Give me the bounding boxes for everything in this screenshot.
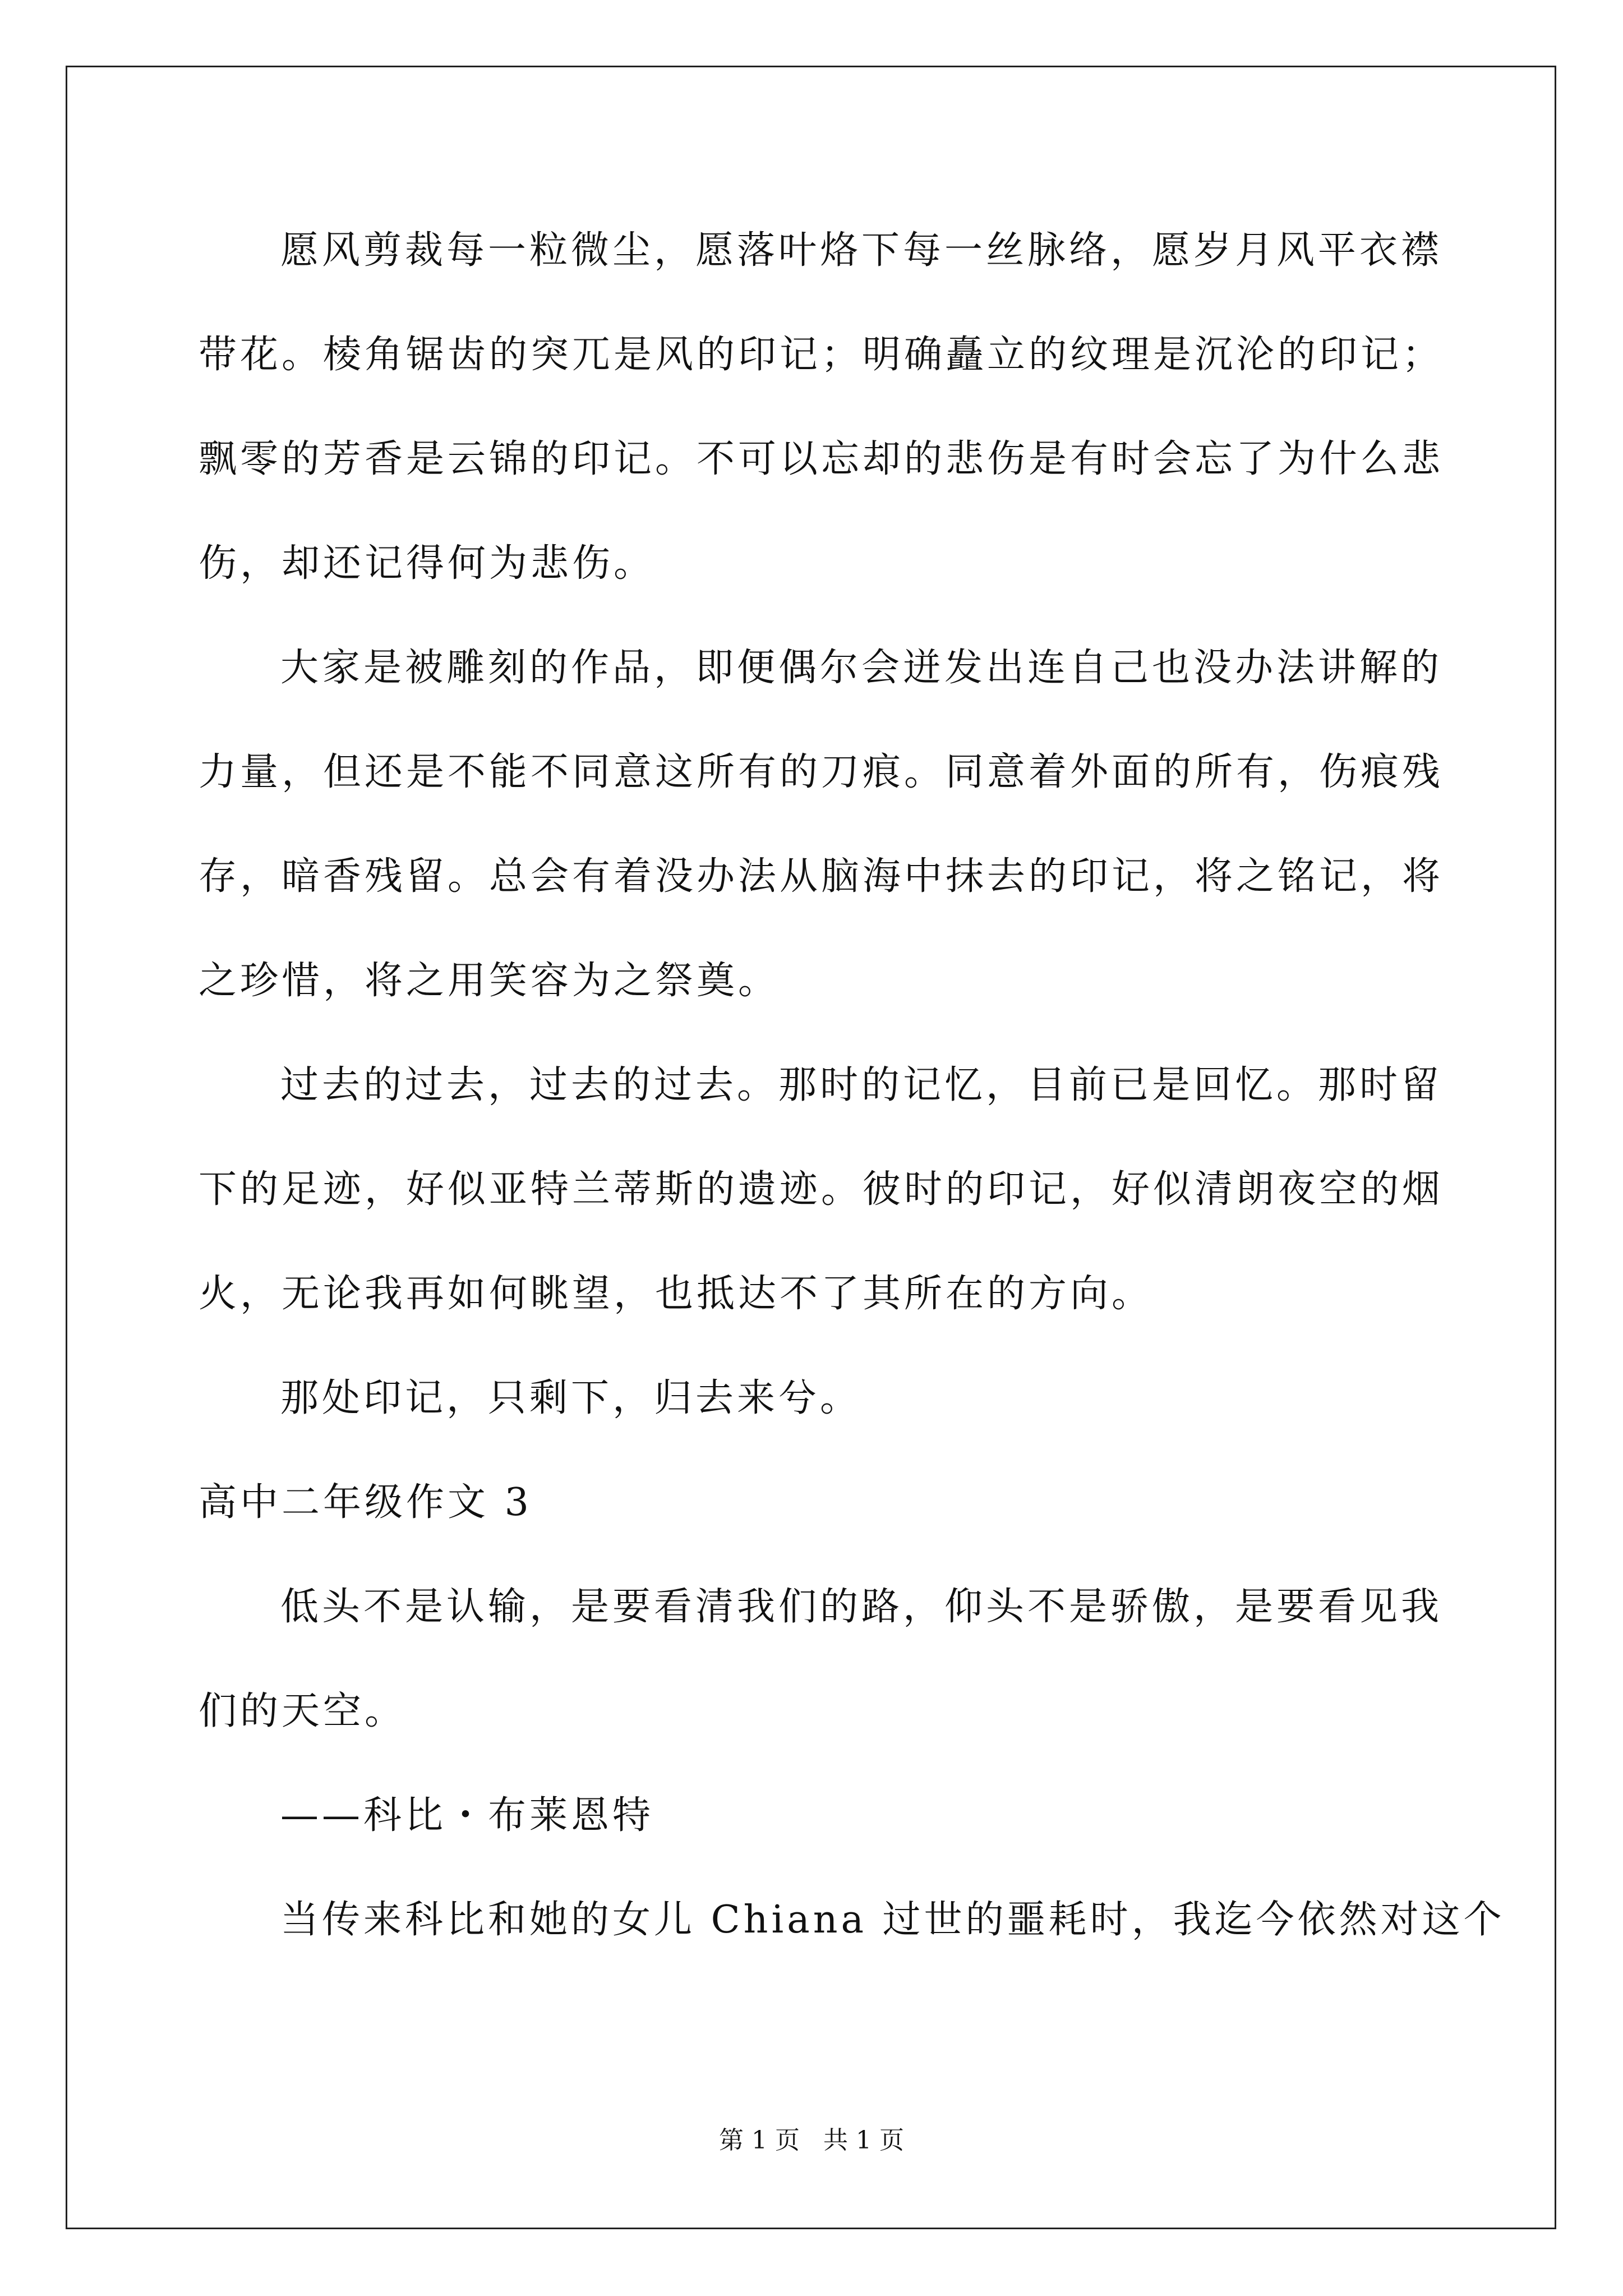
text-line: 存，暗香残留。总会有着没办法从脑海中抹去的印记，将之铭记，将 <box>199 854 1444 899</box>
section-heading: 高中二年级作文 3 <box>199 1480 532 1525</box>
text-line: 下的足迹，好似亚特兰蒂斯的遗迹。彼时的印记，好似清朗夜空的烟 <box>199 1167 1444 1212</box>
text-line: 带花。棱角锯齿的突兀是风的印记；明确矗立的纹理是沉沦的印记； <box>199 333 1444 377</box>
text-line: 火，无论我再如何眺望，也抵达不了其所在的方向。 <box>199 1272 1154 1316</box>
text-line: 当传来科比和她的女儿 Chiana 过世的噩耗时，我迄今依然对这个 <box>280 1898 1505 1942</box>
page-footer: 第 1 页 共 1 页 <box>719 2126 904 2155</box>
quote-attribution: ——科比・布莱恩特 <box>280 1793 654 1838</box>
text-line: 们的天空。 <box>199 1689 407 1733</box>
text-line: 力量，但还是不能不同意这所有的刀痕。同意着外面的所有，伤痕残 <box>199 750 1444 794</box>
text-line: 大家是被雕刻的作品，即便偶尔会迸发出连自己也没办法讲解的 <box>280 646 1443 690</box>
text-line: 之珍惜，将之用笑容为之祭奠。 <box>199 959 780 1003</box>
text-line: 愿风剪裁每一粒微尘，愿落叶烙下每一丝脉络，愿岁月风平衣襟 <box>280 228 1443 273</box>
text-line: 伤，却还记得何为悲伤。 <box>199 541 656 586</box>
text-line: 那处印记，只剩下，归去来兮。 <box>280 1376 862 1420</box>
text-line: 飘零的芳香是云锦的印记。不可以忘却的悲伤是有时会忘了为什么悲 <box>199 437 1444 481</box>
text-line: 过去的过去，过去的过去。那时的记忆，目前已是回忆。那时留 <box>280 1063 1443 1107</box>
text-line: 低头不是认输，是要看清我们的路，仰头不是骄傲，是要看见我 <box>280 1585 1443 1629</box>
